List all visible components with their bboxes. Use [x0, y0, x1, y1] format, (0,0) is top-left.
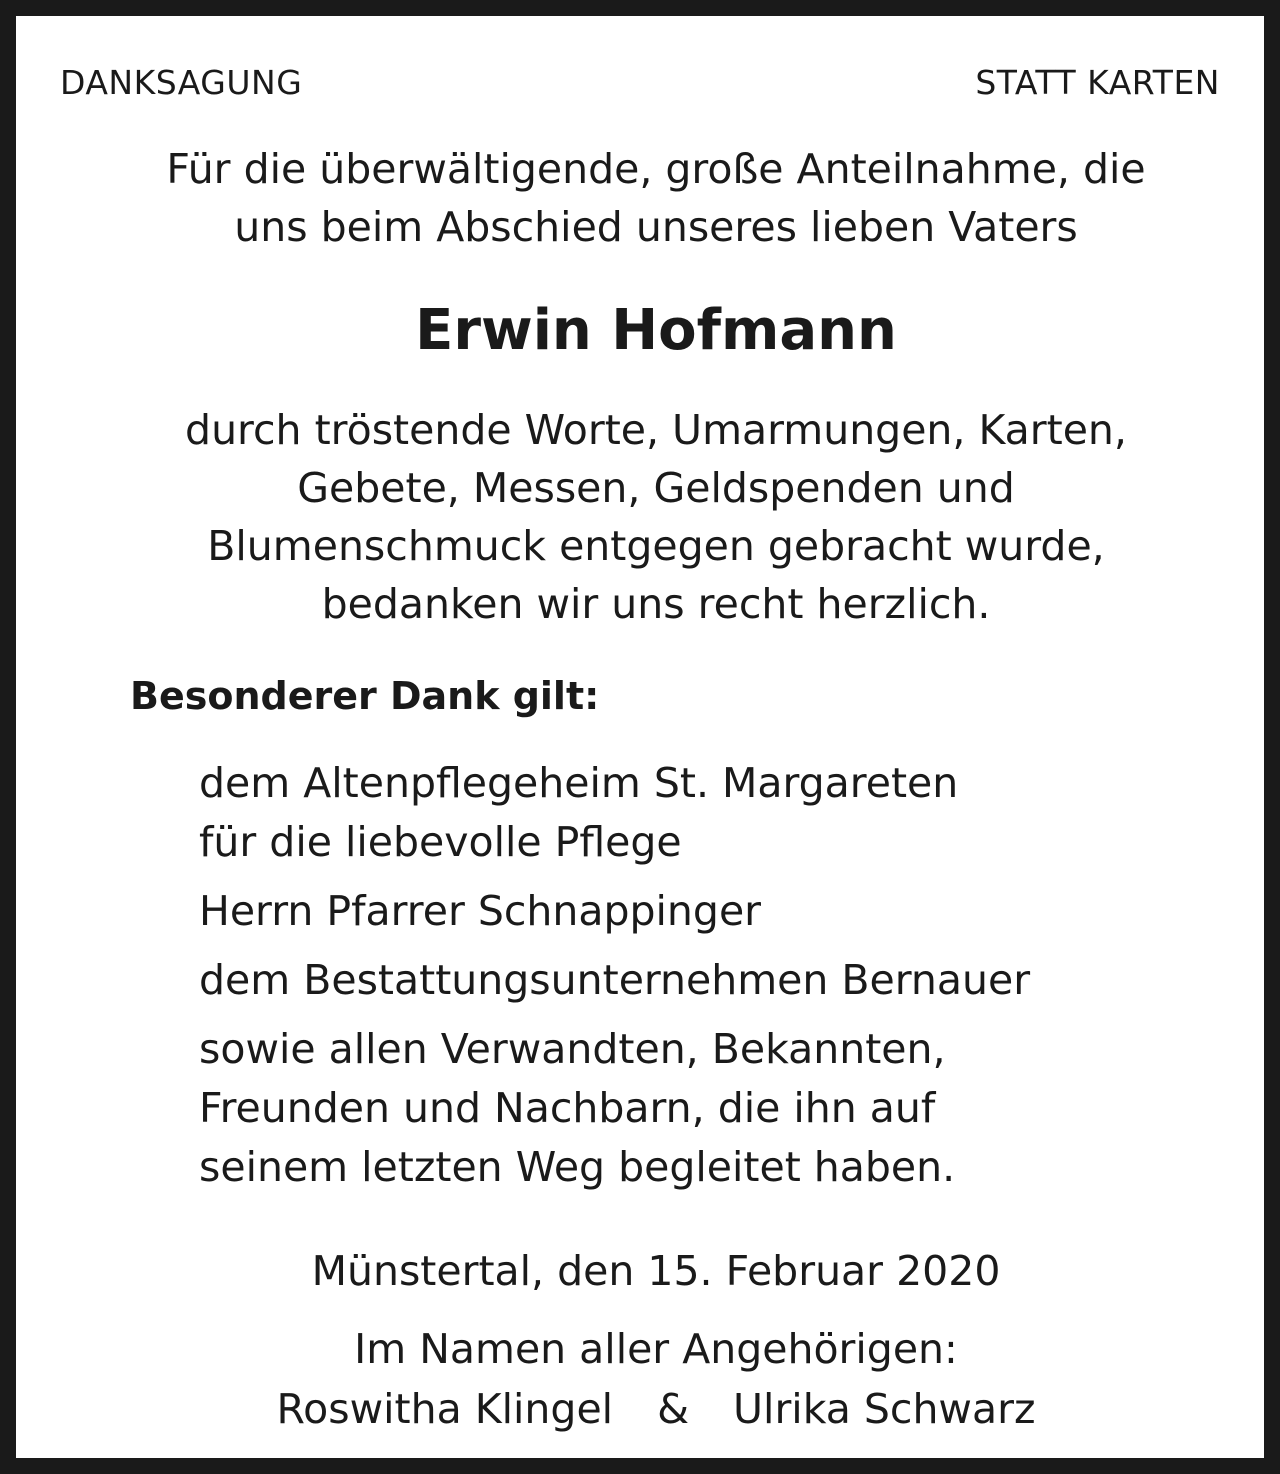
- thanks-line: seinem letzten Weg begleitet haben.: [199, 1143, 956, 1191]
- place-and-date: Münstertal, den 15. Februar 2020: [311, 1247, 1001, 1295]
- family-label: Im Namen aller Angehörigen:: [354, 1325, 958, 1373]
- signatory-name: Roswitha Klingel: [276, 1385, 614, 1433]
- header-danksagung: DANKSAGUNG: [60, 63, 303, 102]
- thanks-item: [199, 754, 1259, 872]
- body-line: bedanken wir uns recht herzlich.: [321, 580, 991, 628]
- ampersand: &: [657, 1385, 690, 1433]
- signatories: [32, 1380, 1280, 1438]
- thanks-line: Herrn Pfarrer Schnappinger: [199, 887, 762, 935]
- body-line: Blumenschmuck entgegen gebracht wurde,: [207, 522, 1105, 570]
- body-text: [32, 401, 1280, 633]
- deceased-name: Erwin Hofmann: [415, 298, 897, 363]
- special-thanks-list: [199, 754, 1259, 1207]
- intro-text: [32, 140, 1280, 256]
- body-line: Gebete, Messen, Geldspenden und: [297, 464, 1015, 512]
- intro-line: uns beim Abschied unseres lieben Vaters: [234, 203, 1078, 251]
- signatory-name: Ulrika Schwarz: [733, 1385, 1036, 1433]
- thanks-line: sowie allen Verwandten, Bekannten,: [199, 1025, 946, 1073]
- thanks-item: [199, 882, 1259, 941]
- thanks-item: [199, 1020, 1259, 1197]
- special-thanks-heading: Besonderer Dank gilt:: [130, 674, 600, 718]
- thanks-line: dem Bestattungsunternehmen Bernauer: [199, 956, 1031, 1004]
- header-statt-karten: STATT KARTEN: [975, 63, 1220, 102]
- thanks-line: Freunden und Nachbarn, die ihn auf: [199, 1084, 936, 1132]
- body-line: durch tröstende Worte, Umarmungen, Karten,: [185, 406, 1127, 454]
- thanks-item: [199, 951, 1259, 1010]
- thanks-line: dem Altenpflegeheim St. Margareten: [199, 759, 959, 807]
- thanks-line: für die liebevolle Pflege: [199, 818, 682, 866]
- intro-line: Für die überwältigende, große Anteilnahme, die: [166, 145, 1146, 193]
